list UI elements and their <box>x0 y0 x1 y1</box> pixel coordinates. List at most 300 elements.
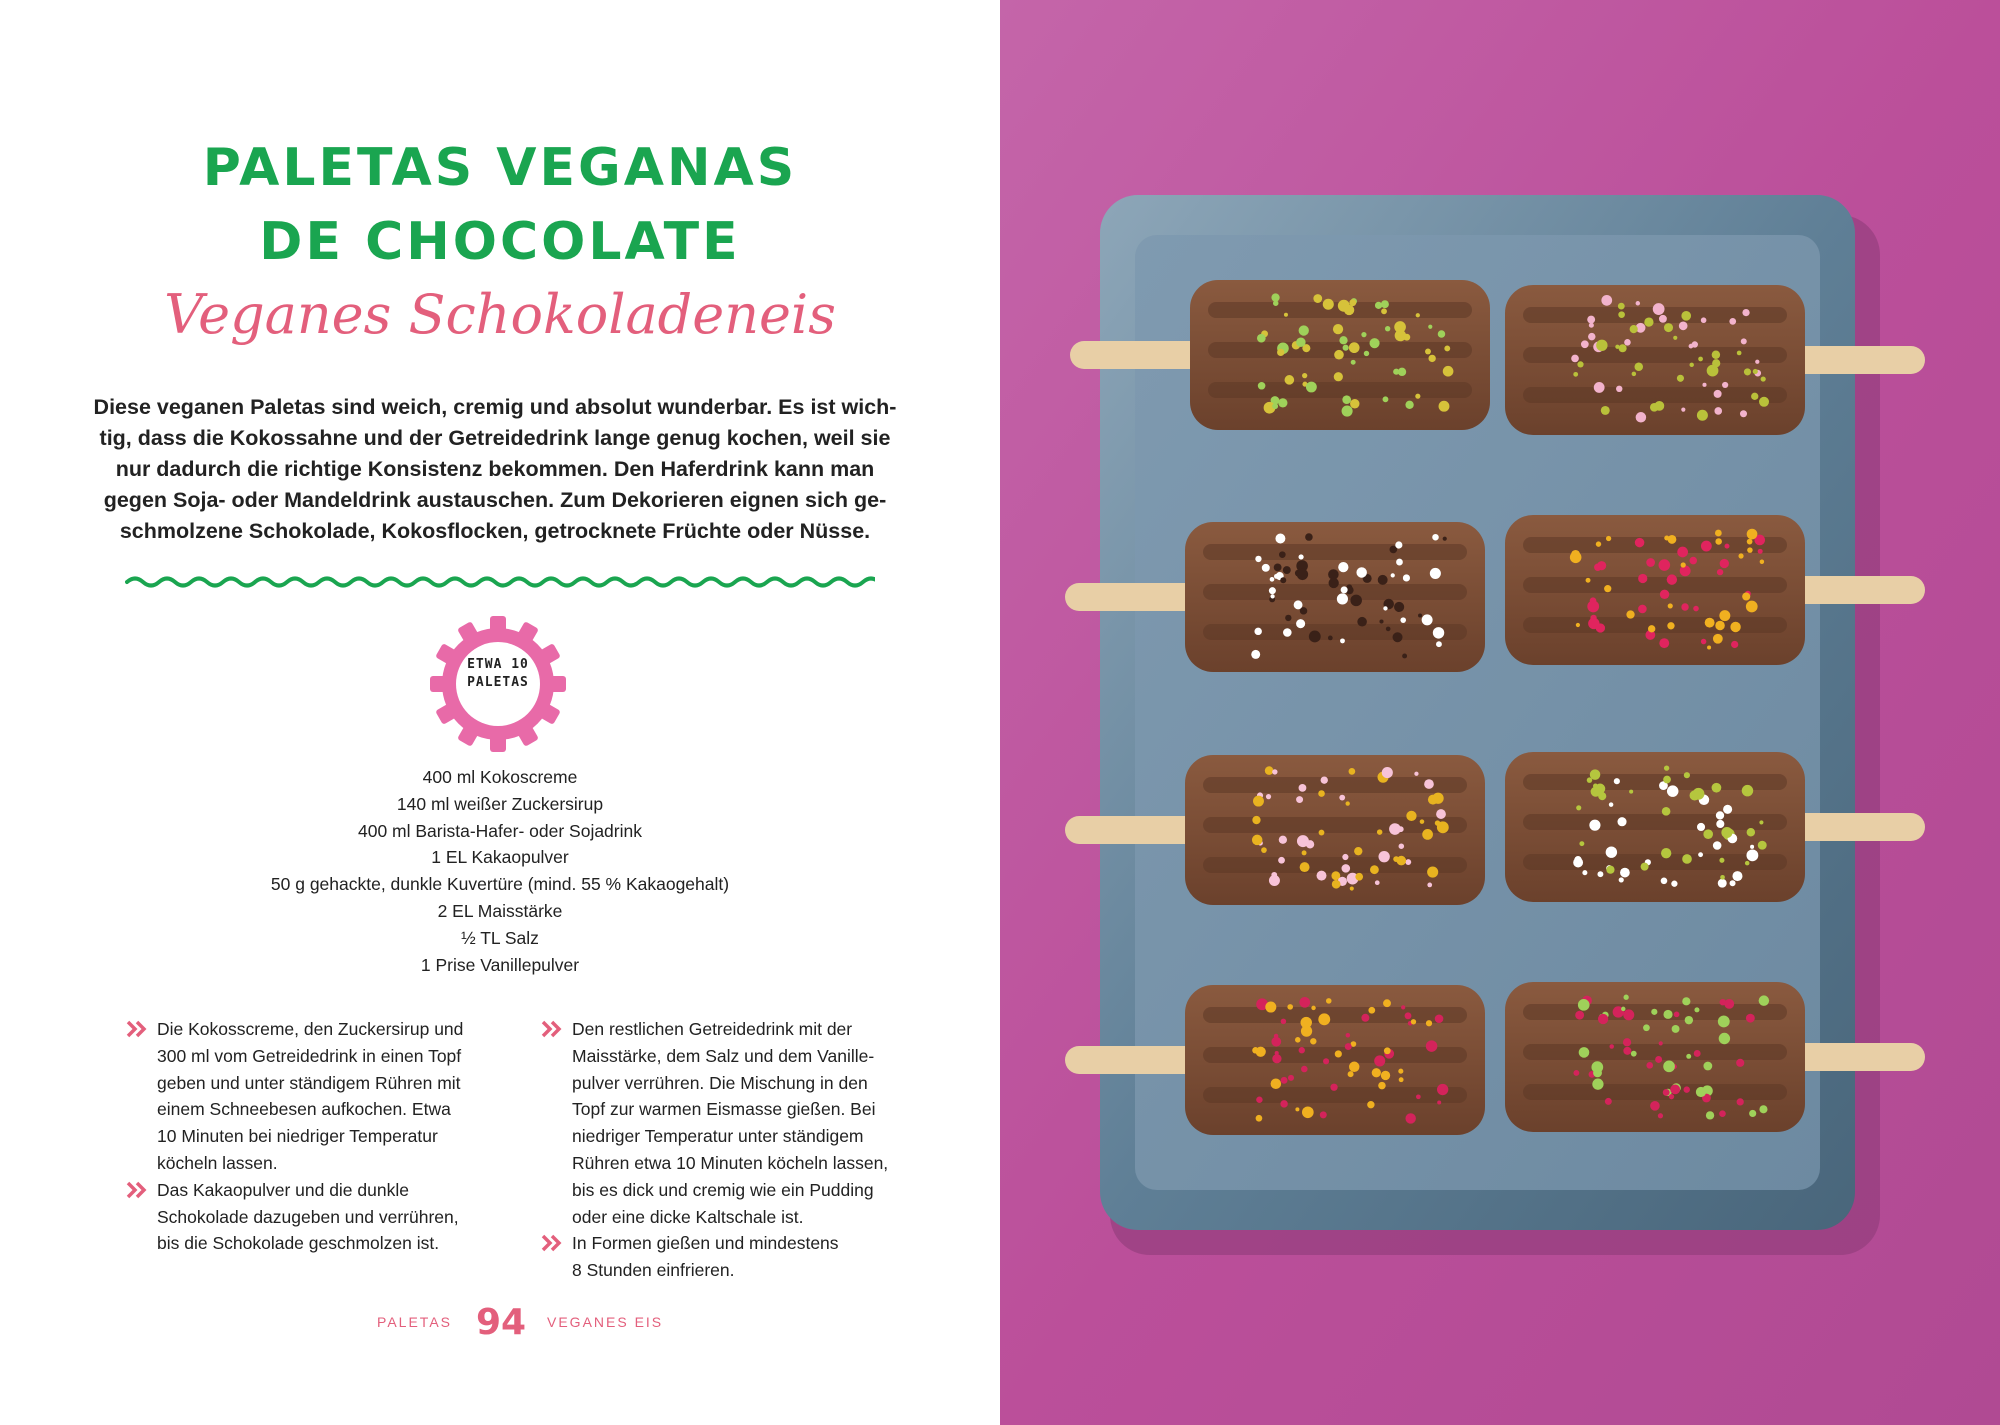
topping-sprinkle <box>1339 795 1345 801</box>
topping-sprinkle <box>1662 807 1671 816</box>
topping-sprinkle <box>1436 809 1446 819</box>
topping-sprinkle <box>1354 847 1362 855</box>
topping-sprinkle <box>1437 1101 1441 1105</box>
topping-sprinkle <box>1265 766 1274 775</box>
topping-sprinkle <box>1345 1043 1352 1050</box>
topping-sprinkle <box>1673 336 1677 340</box>
topping-sprinkle <box>1623 1047 1631 1055</box>
topping-sprinkle <box>1300 862 1310 872</box>
topping-sprinkle <box>1573 372 1578 377</box>
topping-sprinkle <box>1664 765 1669 770</box>
topping-sprinkle <box>1712 359 1720 367</box>
intro-paragraph <box>85 392 905 547</box>
double-chevron-right-icon <box>541 1020 563 1038</box>
topping-sprinkle <box>1375 880 1380 885</box>
topping-sprinkle <box>1694 1007 1699 1012</box>
popsicle-stick <box>1785 576 1925 604</box>
topping-sprinkle <box>1586 578 1591 583</box>
topping-sprinkle <box>1747 547 1752 552</box>
topping-sprinkle <box>1384 1047 1391 1054</box>
topping-sprinkle <box>1343 345 1349 351</box>
topping-sprinkle <box>1393 369 1399 375</box>
topping-sprinkle <box>1269 875 1280 886</box>
topping-sprinkle <box>1288 1075 1294 1081</box>
topping-sprinkle <box>1428 795 1438 805</box>
topping-sprinkle <box>1667 785 1678 796</box>
step-line: Maisstärke, dem Salz und dem Vanille- <box>572 1045 875 1066</box>
topping-sprinkle <box>1751 393 1758 400</box>
topping-sprinkle <box>1732 871 1742 881</box>
topping-sprinkle <box>1261 847 1267 853</box>
topping-sprinkle <box>1759 397 1769 407</box>
topping-sprinkle <box>1723 805 1732 814</box>
step-line: Den restlichen Getreidedrink mit der <box>572 1019 853 1039</box>
topping-sprinkle <box>1277 349 1284 356</box>
topping-sprinkle <box>1389 823 1401 835</box>
topping-sprinkle <box>1405 1113 1415 1123</box>
topping-sprinkle <box>1730 622 1740 632</box>
popsicle-stick <box>1785 346 1925 374</box>
topping-sprinkle <box>1297 835 1309 847</box>
topping-sprinkle <box>1696 1087 1706 1097</box>
topping-sprinkle <box>1394 602 1404 612</box>
topping-sprinkle <box>1737 1098 1744 1105</box>
topping-sprinkle <box>1385 326 1390 331</box>
topping-sprinkle <box>1755 360 1759 364</box>
topping-sprinkle <box>1589 323 1594 328</box>
topping-sprinkle <box>1274 564 1282 572</box>
popsicle-ridge <box>1523 577 1787 593</box>
topping-sprinkle <box>1644 317 1653 326</box>
topping-sprinkle <box>1405 1012 1412 1019</box>
popsicle-stick <box>1785 1043 1925 1071</box>
topping-sprinkle <box>1377 829 1382 834</box>
topping-sprinkle <box>1663 1061 1675 1073</box>
topping-sprinkle <box>1444 346 1450 352</box>
ingredient-item: ½ TL Salz <box>461 927 539 948</box>
topping-sprinkle <box>1577 361 1583 367</box>
topping-sprinkle <box>1349 342 1360 353</box>
ingredient-item: 1 EL Kakaopulver <box>431 847 569 868</box>
topping-sprinkle <box>1251 650 1260 659</box>
topping-sprinkle <box>1689 557 1697 565</box>
topping-sprinkle <box>1663 1010 1672 1019</box>
topping-sprinkle <box>1698 852 1703 857</box>
topping-sprinkle <box>1383 999 1391 1007</box>
step-line: Das Kakaopulver und die dunkle <box>157 1179 409 1200</box>
topping-sprinkle <box>1287 1004 1293 1010</box>
step-line: In Formen gießen und mindestens <box>572 1233 839 1254</box>
topping-sprinkle <box>1438 330 1446 338</box>
topping-sprinkle <box>1393 856 1399 862</box>
topping-sprinkle <box>1296 796 1303 803</box>
topping-sprinkle <box>1746 601 1758 613</box>
topping-sprinkle <box>1714 407 1722 415</box>
topping-sprinkle <box>1299 1047 1305 1053</box>
topping-sprinkle <box>1597 871 1603 877</box>
topping-sprinkle <box>1350 595 1362 607</box>
topping-sprinkle <box>1391 573 1395 577</box>
ingredient-item: 400 ml Kokoscreme <box>422 767 578 787</box>
topping-sprinkle <box>1337 593 1348 604</box>
topping-sprinkle <box>1630 325 1638 333</box>
topping-sprinkle <box>1285 375 1295 385</box>
topping-sprinkle <box>1333 324 1343 334</box>
topping-sprinkle <box>1338 562 1348 572</box>
topping-sprinkle <box>1668 603 1673 608</box>
topping-sprinkle <box>1747 828 1755 836</box>
topping-sprinkle <box>1399 843 1405 849</box>
topping-sprinkle <box>1619 877 1624 882</box>
topping-sprinkle <box>1742 592 1750 600</box>
topping-sprinkle <box>1443 366 1454 377</box>
step-line: 10 Minuten bei niedriger Temperatur <box>157 1126 438 1147</box>
topping-sprinkle <box>1663 1089 1670 1096</box>
topping-sprinkle <box>1323 1058 1329 1064</box>
step-line: köcheln lassen. <box>157 1152 278 1173</box>
topping-sprinkle <box>1690 363 1694 367</box>
topping-sprinkle <box>1716 811 1724 819</box>
topping-sprinkle <box>1737 351 1742 356</box>
topping-sprinkle <box>1701 541 1712 552</box>
topping-sprinkle <box>1604 585 1611 592</box>
topping-sprinkle <box>1426 1020 1432 1026</box>
topping-sprinkle <box>1679 322 1688 331</box>
topping-sprinkle <box>1623 995 1628 1000</box>
topping-sprinkle <box>1278 857 1285 864</box>
topping-sprinkle <box>1717 569 1723 575</box>
topping-sprinkle <box>1674 1011 1680 1017</box>
topping-sprinkle <box>1356 567 1366 577</box>
topping-sprinkle <box>1742 309 1749 316</box>
topping-sprinkle <box>1323 299 1334 310</box>
topping-sprinkle <box>1302 850 1307 855</box>
topping-sprinkle <box>1715 530 1722 537</box>
topping-sprinkle <box>1618 303 1625 310</box>
topping-sprinkle <box>1624 339 1631 346</box>
topping-sprinkle <box>1395 330 1406 341</box>
topping-sprinkle <box>1252 816 1260 824</box>
topping-sprinkle <box>1280 577 1286 583</box>
topping-sprinkle <box>1594 382 1605 393</box>
topping-sprinkle <box>1296 619 1305 628</box>
topping-sprinkle <box>1718 879 1727 888</box>
popsicle-ridge <box>1523 1084 1787 1100</box>
topping-sprinkle <box>1697 410 1708 421</box>
topping-sprinkle <box>1271 293 1279 301</box>
intro-line: Diese veganen Paletas sind weich, cremig und absolut wunderbar. Es ist wich- <box>93 395 897 419</box>
topping-sprinkle <box>1730 880 1736 886</box>
topping-sprinkle <box>1592 1079 1603 1090</box>
topping-sprinkle <box>1302 373 1307 378</box>
topping-sprinkle <box>1750 845 1754 849</box>
step-line: oder eine dicke Kaltschale ist. <box>572 1206 804 1227</box>
yield-badge-line: PALETAS <box>467 675 529 690</box>
topping-sprinkle <box>1433 627 1444 638</box>
step-item <box>541 1230 911 1284</box>
topping-sprinkle <box>1701 639 1706 644</box>
topping-sprinkle <box>1609 802 1613 806</box>
topping-sprinkle <box>1747 529 1758 540</box>
topping-sprinkle <box>1414 772 1418 776</box>
topping-sprinkle <box>1570 552 1582 564</box>
topping-sprinkle <box>1721 827 1732 838</box>
topping-sprinkle <box>1641 863 1649 871</box>
topping-sprinkle <box>1669 1094 1674 1099</box>
popsicle-tray-photo <box>1000 0 2000 1425</box>
yield-badge-line: ETWA 10 <box>467 657 529 672</box>
topping-sprinkle <box>1372 1068 1381 1077</box>
footer-chapter-label: VEGANES EIS <box>547 1314 664 1330</box>
topping-sprinkle <box>1361 332 1366 337</box>
topping-sprinkle <box>1658 1113 1663 1118</box>
topping-sprinkle <box>1395 541 1402 548</box>
topping-sprinkle <box>1693 788 1705 800</box>
subtitle: Veganes Schokoladeneis <box>164 283 836 346</box>
topping-sprinkle <box>1301 1066 1308 1073</box>
page-footer <box>0 1302 1000 1342</box>
ingredient-item: 50 g gehackte, dunkle Kuvertüre (mind. 55 % Kakaogehalt) <box>270 874 730 895</box>
topping-sprinkle <box>1719 1110 1726 1117</box>
topping-sprinkle <box>1653 303 1665 315</box>
topping-sprinkle <box>1731 641 1738 648</box>
intro-line: tig, dass die Kokossahne und der Getreidedrink lange genug kochen, weil sie <box>99 426 891 450</box>
topping-sprinkle <box>1411 1019 1416 1024</box>
topping-sprinkle <box>1318 1013 1330 1025</box>
topping-sprinkle <box>1335 1050 1342 1057</box>
topping-sprinkle <box>1609 1044 1614 1049</box>
topping-sprinkle <box>1631 1051 1637 1057</box>
double-chevron-right-icon <box>126 1020 148 1038</box>
topping-sprinkle <box>1364 351 1369 356</box>
topping-sprinkle <box>1361 1014 1369 1022</box>
topping-sprinkle <box>1671 881 1677 887</box>
topping-sprinkle <box>1402 653 1407 658</box>
topping-sprinkle <box>1685 1016 1693 1024</box>
topping-sprinkle <box>1328 636 1333 641</box>
topping-sprinkle <box>1342 854 1348 860</box>
topping-sprinkle <box>1646 1062 1653 1069</box>
topping-sprinkle <box>1406 811 1416 821</box>
topping-sprinkle <box>1401 1005 1405 1009</box>
topping-sprinkle <box>1623 1038 1631 1046</box>
topping-sprinkle <box>1659 1041 1663 1045</box>
topping-sprinkle <box>1648 625 1655 632</box>
topping-sprinkle <box>1694 1050 1701 1057</box>
step-line: bis die Schokolade geschmolzen ist. <box>157 1233 440 1254</box>
topping-sprinkle <box>1720 999 1726 1005</box>
topping-sprinkle <box>1701 317 1707 323</box>
topping-sprinkle <box>1578 999 1590 1011</box>
topping-sprinkle <box>1587 777 1592 782</box>
popsicle-stick <box>1070 341 1210 369</box>
topping-sprinkle <box>1646 558 1655 567</box>
topping-sprinkle <box>1319 830 1325 836</box>
topping-sprinkle <box>1427 866 1438 877</box>
topping-sprinkle <box>1311 1006 1315 1010</box>
topping-sprinkle <box>1299 784 1307 792</box>
topping-sprinkle <box>1271 1078 1282 1089</box>
topping-sprinkle <box>1682 997 1690 1005</box>
topping-sprinkle <box>1720 875 1725 880</box>
topping-sprinkle <box>1571 355 1579 363</box>
topping-sprinkle <box>1284 313 1288 317</box>
topping-sprinkle <box>1746 1014 1755 1023</box>
topping-sprinkle <box>1698 357 1703 362</box>
topping-sprinkle <box>1595 784 1605 794</box>
topping-sprinkle <box>1707 645 1711 649</box>
topping-sprinkle <box>1606 536 1611 541</box>
topping-sprinkle <box>1680 565 1691 576</box>
topping-sprinkle <box>1329 578 1339 588</box>
topping-sprinkle <box>1403 574 1410 581</box>
topping-sprinkle <box>1422 614 1433 625</box>
steps-column-right <box>541 1016 911 1284</box>
topping-sprinkle <box>1305 533 1313 541</box>
step-line: bis es dick und cremig wie ein Pudding <box>572 1179 874 1200</box>
topping-sprinkle <box>1313 294 1322 303</box>
topping-sprinkle <box>1668 535 1677 544</box>
topping-sprinkle <box>1729 318 1736 325</box>
title-line-2: DE CHOCOLATE <box>259 212 741 272</box>
topping-sprinkle <box>1321 776 1328 783</box>
topping-sprinkle <box>1684 1086 1690 1092</box>
topping-sprinkle <box>1302 1106 1314 1118</box>
popsicle-ridge <box>1523 617 1787 633</box>
topping-sprinkle <box>1597 561 1606 570</box>
step-line: 300 ml vom Getreidedrink in einen Topf <box>157 1045 462 1066</box>
topping-sprinkle <box>1280 1100 1287 1107</box>
topping-sprinkle <box>1345 801 1349 805</box>
step-line: Die Kokosscreme, den Zuckersirup und <box>157 1019 464 1039</box>
topping-sprinkle <box>1296 337 1305 346</box>
step-item <box>541 1016 911 1230</box>
topping-sprinkle <box>1381 1071 1390 1080</box>
topping-sprinkle <box>1598 1014 1608 1024</box>
topping-sprinkle <box>1614 778 1620 784</box>
topping-sprinkle <box>1273 300 1278 305</box>
topping-sprinkle <box>1758 549 1763 554</box>
topping-sprinkle <box>1606 847 1617 858</box>
topping-sprinkle <box>1420 819 1425 824</box>
topping-sprinkle <box>1582 870 1587 875</box>
topping-sprinkle <box>1299 325 1309 335</box>
topping-sprinkle <box>1270 594 1274 598</box>
topping-sprinkle <box>1589 820 1600 831</box>
topping-sprinkle <box>1655 1056 1662 1063</box>
topping-sprinkle <box>1686 1054 1691 1059</box>
step-line: Topf zur warmen Eismasse gießen. Bei <box>572 1099 876 1120</box>
topping-sprinkle <box>1378 851 1389 862</box>
topping-sprinkle <box>1681 562 1686 567</box>
topping-sprinkle <box>1725 544 1730 549</box>
topping-sprinkle <box>1383 606 1387 610</box>
step-item <box>126 1016 496 1177</box>
popsicle-ridge <box>1203 624 1467 640</box>
yield-badge <box>428 656 568 692</box>
topping-sprinkle <box>1415 394 1420 399</box>
topping-sprinkle <box>1350 399 1359 408</box>
intro-line: schmolzene Schokolade, Kokosflocken, getrocknete Früchte oder Nüsse. <box>119 519 871 543</box>
topping-sprinkle <box>1278 398 1287 407</box>
topping-sprinkle <box>1399 1077 1404 1082</box>
topping-sprinkle <box>1398 1069 1403 1074</box>
topping-sprinkle <box>1310 1038 1316 1044</box>
topping-sprinkle <box>1741 338 1747 344</box>
topping-sprinkle <box>1606 866 1614 874</box>
topping-sprinkle <box>1270 577 1275 582</box>
topping-sprinkle <box>1428 325 1432 329</box>
topping-sprinkle <box>1759 1105 1767 1113</box>
topping-sprinkle <box>1643 1024 1650 1031</box>
topping-sprinkle <box>1738 553 1743 558</box>
topping-sprinkle <box>1749 1110 1756 1117</box>
topping-sprinkle <box>1424 779 1434 789</box>
topping-sprinkle <box>1650 1101 1660 1111</box>
topping-sprinkle <box>1636 301 1640 305</box>
double-chevron-right-icon <box>541 1234 563 1252</box>
page-number: 94 <box>475 1302 527 1343</box>
topping-sprinkle <box>1703 1062 1712 1071</box>
topping-sprinkle <box>1632 372 1637 377</box>
topping-sprinkle <box>1253 796 1264 807</box>
topping-sprinkle <box>1370 338 1380 348</box>
step-line: Rühren etwa 10 Minuten köcheln lassen, <box>572 1152 889 1173</box>
topping-sprinkle <box>1759 820 1763 824</box>
topping-sprinkle <box>1334 350 1344 360</box>
topping-sprinkle <box>1400 617 1406 623</box>
topping-sprinkle <box>1271 1037 1281 1047</box>
topping-sprinkle <box>1616 386 1622 392</box>
topping-sprinkle <box>1252 1047 1258 1053</box>
topping-sprinkle <box>1605 1098 1612 1105</box>
topping-sprinkle <box>1346 1033 1351 1038</box>
topping-sprinkle <box>1684 772 1690 778</box>
topping-sprinkle <box>1618 311 1625 318</box>
topping-sprinkle <box>1650 403 1659 412</box>
ingredient-item: 1 Prise Vanillepulver <box>420 954 580 975</box>
topping-sprinkle <box>1367 1101 1374 1108</box>
topping-sprinkle <box>1670 1084 1680 1094</box>
topping-sprinkle <box>1722 382 1728 388</box>
topping-sprinkle <box>1692 341 1698 347</box>
topping-sprinkle <box>1381 300 1389 308</box>
topping-sprinkle <box>1422 829 1433 840</box>
topping-sprinkle <box>1596 340 1607 351</box>
topping-sprinkle <box>1326 998 1332 1004</box>
topping-sprinkle <box>1715 538 1722 545</box>
topping-sprinkle <box>1317 871 1327 881</box>
step-line: pulver verrühren. Die Mischung in den <box>572 1072 868 1093</box>
topping-sprinkle <box>1348 1071 1354 1077</box>
topping-sprinkle <box>1265 1002 1276 1013</box>
topping-sprinkle <box>1638 574 1647 583</box>
topping-sprinkle <box>1428 355 1435 362</box>
topping-sprinkle <box>1634 363 1643 372</box>
topping-sprinkle <box>1437 1084 1448 1095</box>
popsicle-ridge <box>1208 382 1472 398</box>
topping-sprinkle <box>1740 410 1747 417</box>
steps-column-left <box>126 1016 496 1257</box>
popsicle-stick <box>1065 583 1205 611</box>
topping-sprinkle <box>1405 401 1413 409</box>
ingredient-item: 2 EL Maisstärke <box>437 900 563 921</box>
topping-sprinkle <box>1629 790 1633 794</box>
topping-sprinkle <box>1349 768 1356 775</box>
ingredient-item: 140 ml weißer Zuckersirup <box>396 793 604 814</box>
topping-sprinkle <box>1667 574 1677 584</box>
topping-sprinkle <box>1382 767 1393 778</box>
